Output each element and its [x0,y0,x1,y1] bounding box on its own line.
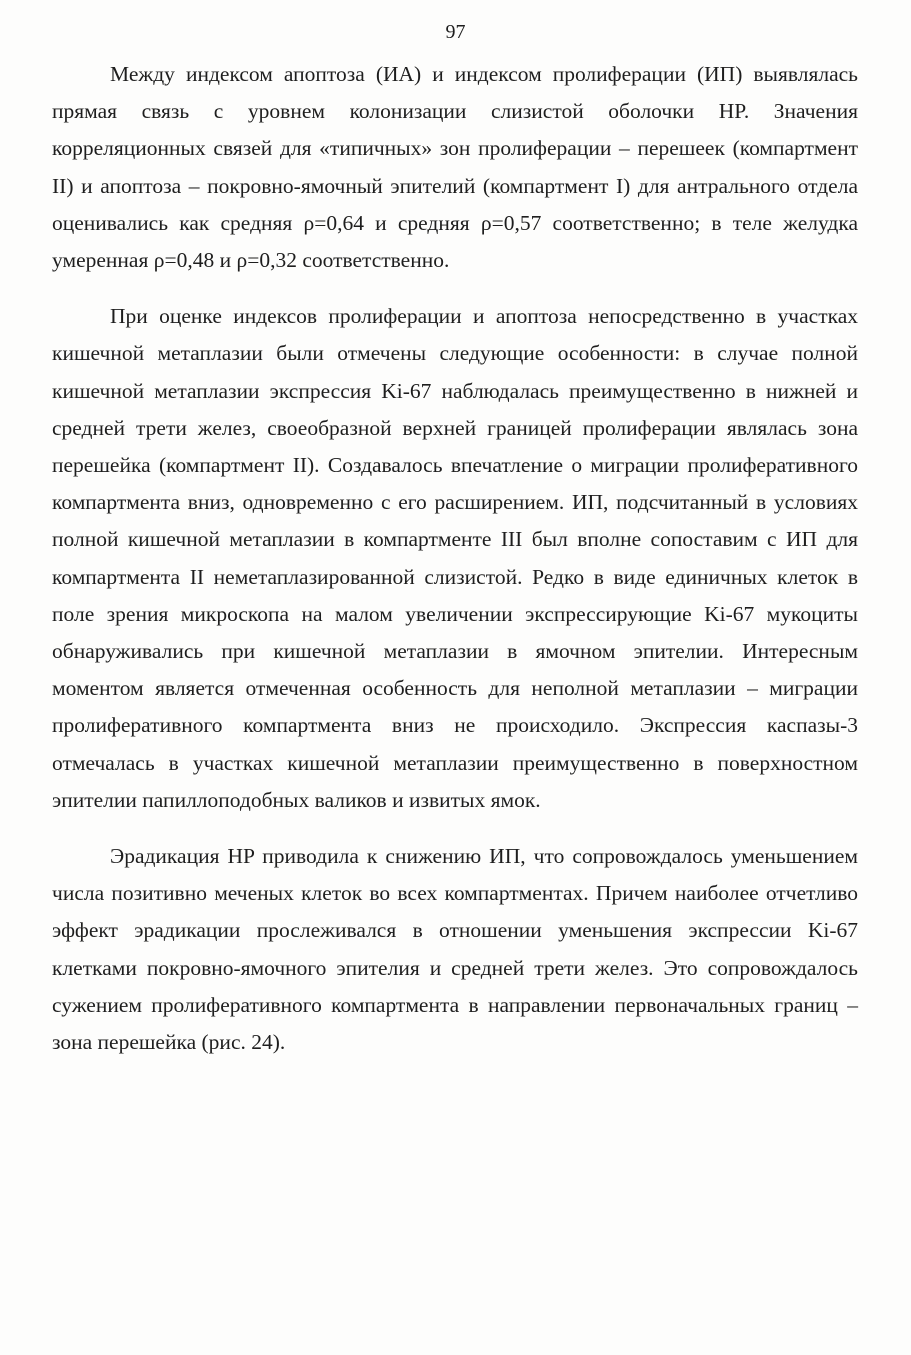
body-text [52,56,858,1061]
paragraph-hp-eradication: Эрадикация HP приводила к снижению ИП, что сопровождалось уменьшением числа позитивно меченых клеток во всех компартментах. Причем наиболее отчетливо эффект эрадикации прослеживался в отношении уменьшения экспрессии Ki-67 клетками покровно-ямочного эпителия и средней трети желез. Это сопровождалось сужением пролиферативного компартмента в направлении первоначальных границ – зона перешейка (рис. 24). [52,844,858,1055]
page-number: 97 [445,21,466,43]
paragraph-apoptosis-proliferation-correlation: Между индексом апоптоза (ИА) и индексом пролиферации (ИП) выявлялась прямая связь с уровнем колонизации слизистой оболочки HP. Значения корреляционных связей для «типичных» зон пролиферации – перешеек (компартмент II) и апоптоза – покровно-ямочный эпителий (компартмент I) для антрального отдела оценивались как средняя ρ=0,64 и средняя ρ=0,57 соответственно; в теле желудка умеренная ρ=0,48 и ρ=0,32 соответственно. [52,62,858,273]
paragraph-intestinal-metaplasia: При оценке индексов пролиферации и апоптоза непосредственно в участках кишечной метаплазии были отмечены следующие особенности: в случае полной кишечной метаплазии экспрессия Ki-67 наблюдалась преимущественно в нижней и средней трети желез, своеобразной верхней границей пролиферации являлась зона перешейка (компартмент II). Создавалось впечатление о миграции пролиферативного компартмента вниз, одновременно с его расширением. ИП, подсчитанный в условиях полной кишечной метаплазии в компартменте III был вполне сопоставим с ИП для компартмента II неметаплазированной слизистой. Редко в виде единичных клеток в поле зрения микроскопа на малом увеличении экспрессирующие Ki-67 мукоциты обнаруживались при кишечной метаплазии в ямочном эпителии. Интересным моментом является отмеченная особенность для неполной метаплазии – миграции пролиферативного компартмента вниз не происходило. Экспрессия каспазы-3 отмечалась в участках кишечной метаплазии преимущественно в поверхностном эпителии папиллоподобных валиков и извитых ямок. [52,304,858,812]
